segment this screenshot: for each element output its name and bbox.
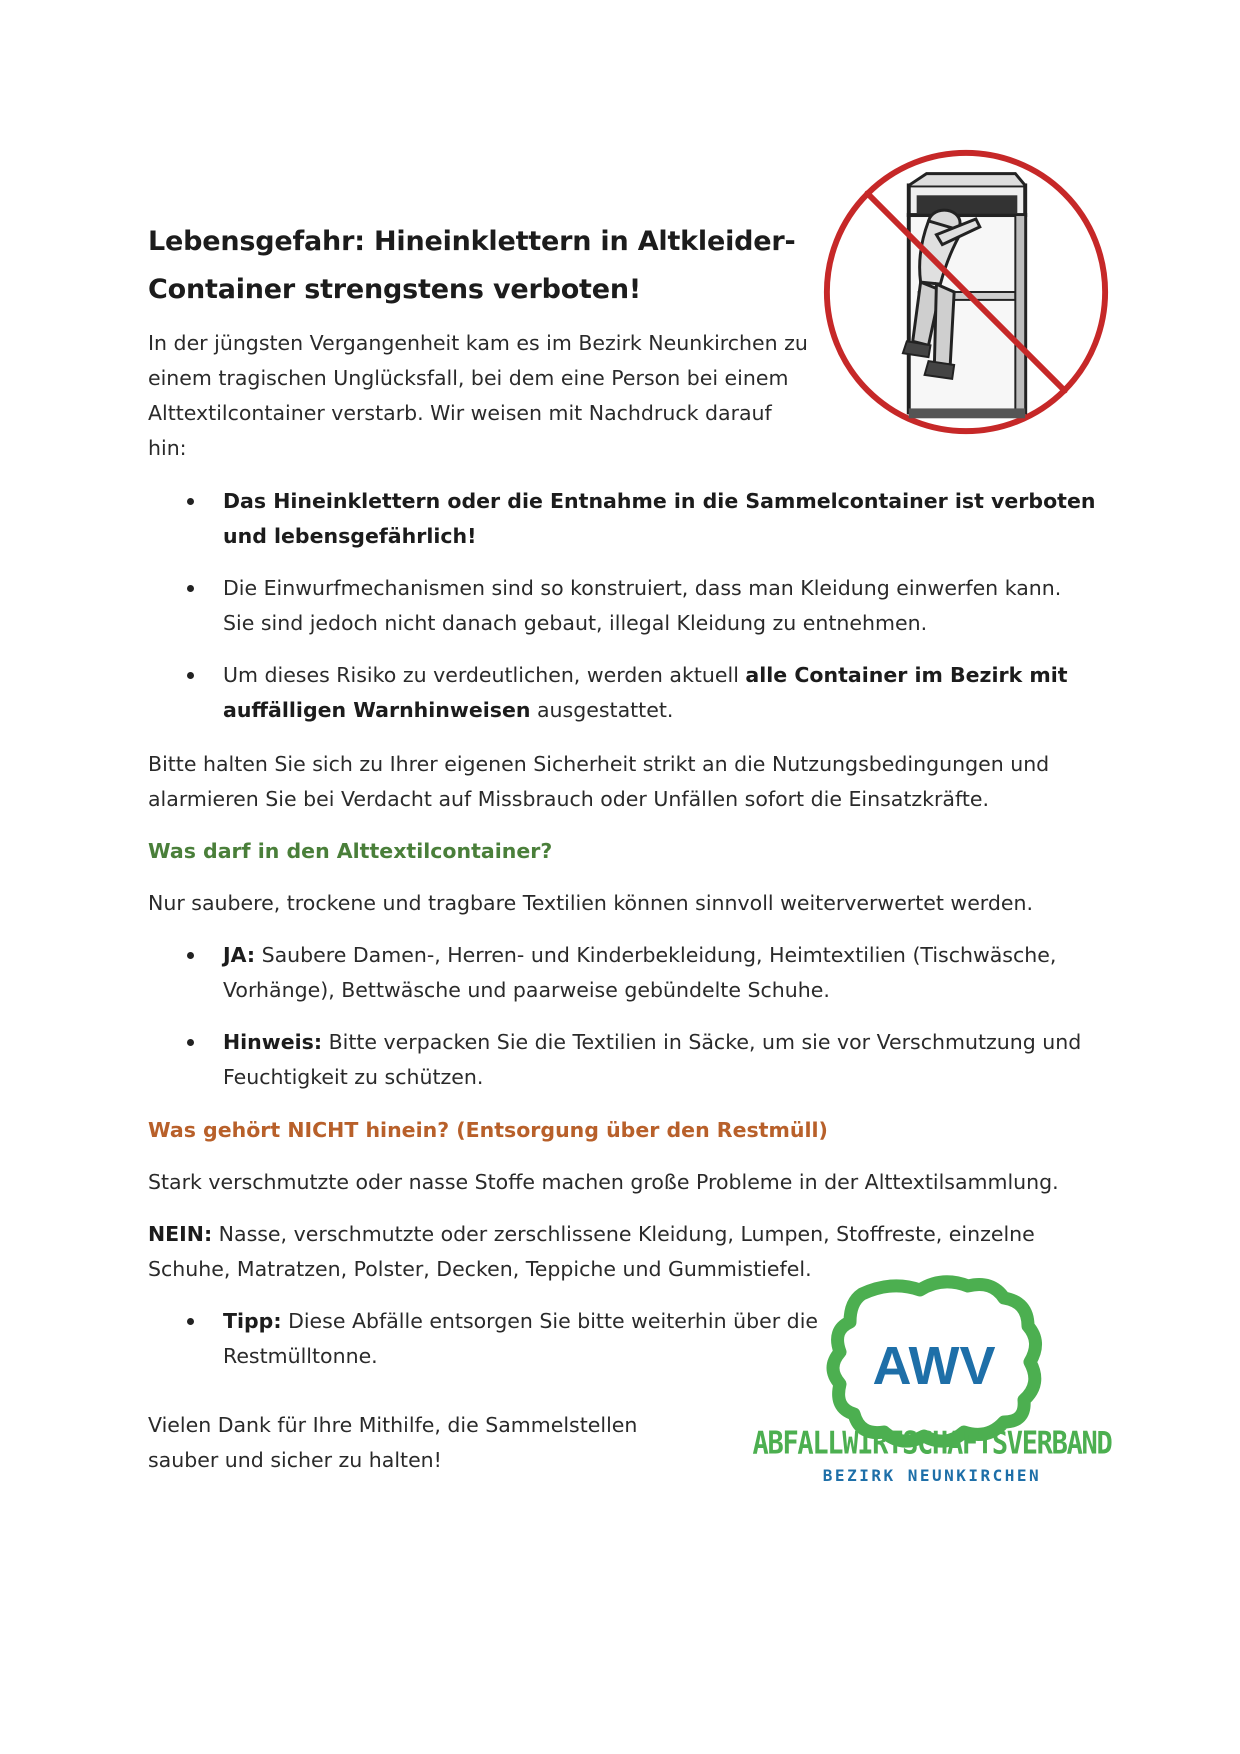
not-allowed-heading: Was gehört NICHT hinein? (Entsorgung über den Restmüll) xyxy=(148,1118,828,1142)
list-item xyxy=(148,1304,838,1374)
list-item xyxy=(148,1025,1098,1095)
tip-list xyxy=(148,1304,838,1391)
intro-paragraph: In der jüngsten Vergangenheit kam es im Bezirk Neunkirchen zu einem tragischen Unglücksfall, bei dem eine Person bei einem Alttextilcontainer verstarb. Wir weisen mit Nachdruck darauf hin: xyxy=(148,331,808,460)
ja-text: Saubere Damen-, Herren- und Kinderbekleidung, Heimtextilien (Tischwäsche, Vorhänge), Bettwäsche und paarweise gebündelte Schuhe. xyxy=(223,943,1057,1002)
warning-risk-pre: Um dieses Risiko zu verdeutlichen, werden aktuell xyxy=(223,663,746,687)
page-title: Lebensgefahr: Hineinklettern in Altkleider-Container strengstens verboten! xyxy=(148,226,796,305)
allowed-intro: Nur saubere, trockene und tragbare Textilien können sinnvoll weiterverwertet werden. xyxy=(148,891,1034,915)
bullet-dot xyxy=(187,1318,194,1325)
logo-organisation-name: ABFALLWIRTSCHAFTSVERBAND xyxy=(752,1425,1112,1462)
tipp-text: Diese Abfälle entsorgen Sie bitte weiterhin über die Restmülltonne. xyxy=(223,1309,819,1368)
warning-danger-text: Das Hineinklettern oder die Entnahme in die Sammelcontainer ist verboten und lebensgefährlich! xyxy=(223,489,1096,548)
logo-mark: AWV xyxy=(872,1336,996,1396)
safety-paragraph: Bitte halten Sie sich zu Ihrer eigenen Sicherheit strikt an die Nutzungsbedingungen und alarmieren Sie bei Verdacht auf Missbrauch oder Unfällen sofort die Einsatzkräfte. xyxy=(148,752,1050,811)
hinweis-text: Bitte verpacken Sie die Textilien in Säcke, um sie vor Verschmutzung und Feuchtigkeit zu schützen. xyxy=(223,1030,1082,1089)
no-climbing-prohibition-icon xyxy=(818,144,1114,440)
list-item xyxy=(148,938,1098,1008)
warning-list xyxy=(148,484,1098,745)
bullet-dot xyxy=(187,1039,194,1046)
list-item xyxy=(148,484,1098,554)
logo-subtitle: BEZIRK NEUNKIRCHEN xyxy=(822,1466,1042,1485)
warning-risk-post: ausgestattet. xyxy=(530,698,674,722)
closing-paragraph: Vielen Dank für Ihre Mithilfe, die Sammelstellen sauber und sicher zu halten! xyxy=(148,1413,638,1472)
allowed-heading: Was darf in den Alttextilcontainer? xyxy=(148,839,553,863)
bullet-dot xyxy=(187,952,194,959)
allowed-list xyxy=(148,938,1098,1112)
nein-label: NEIN: xyxy=(148,1222,213,1246)
hinweis-label: Hinweis: xyxy=(223,1030,323,1054)
warning-risk-bold: alle Container im Bezirk mit auffälligen Warnhinweisen xyxy=(223,663,1068,722)
warning-mechanism-text: Die Einwurfmechanismen sind so konstruiert, dass man Kleidung einwerfen kann. Sie sind jedoch nicht danach gebaut, illegal Kleidung zu entnehmen. xyxy=(223,576,1062,635)
nein-text: Nasse, verschmutzte oder zerschlissene Kleidung, Lumpen, Stoffreste, einzelne Schuhe, Matratzen, Polster, Decken, Teppiche und Gummistiefel. xyxy=(148,1222,1035,1281)
ja-label: JA: xyxy=(223,943,256,967)
bullet-dot xyxy=(187,672,194,679)
not-allowed-intro: Stark verschmutzte oder nasse Stoffe machen große Probleme in der Alttextilsammlung. xyxy=(148,1170,1059,1194)
list-item xyxy=(148,571,1098,641)
bullet-dot xyxy=(187,498,194,505)
list-item xyxy=(148,658,1098,728)
tipp-label: Tipp: xyxy=(223,1309,282,1333)
bullet-dot xyxy=(187,585,194,592)
